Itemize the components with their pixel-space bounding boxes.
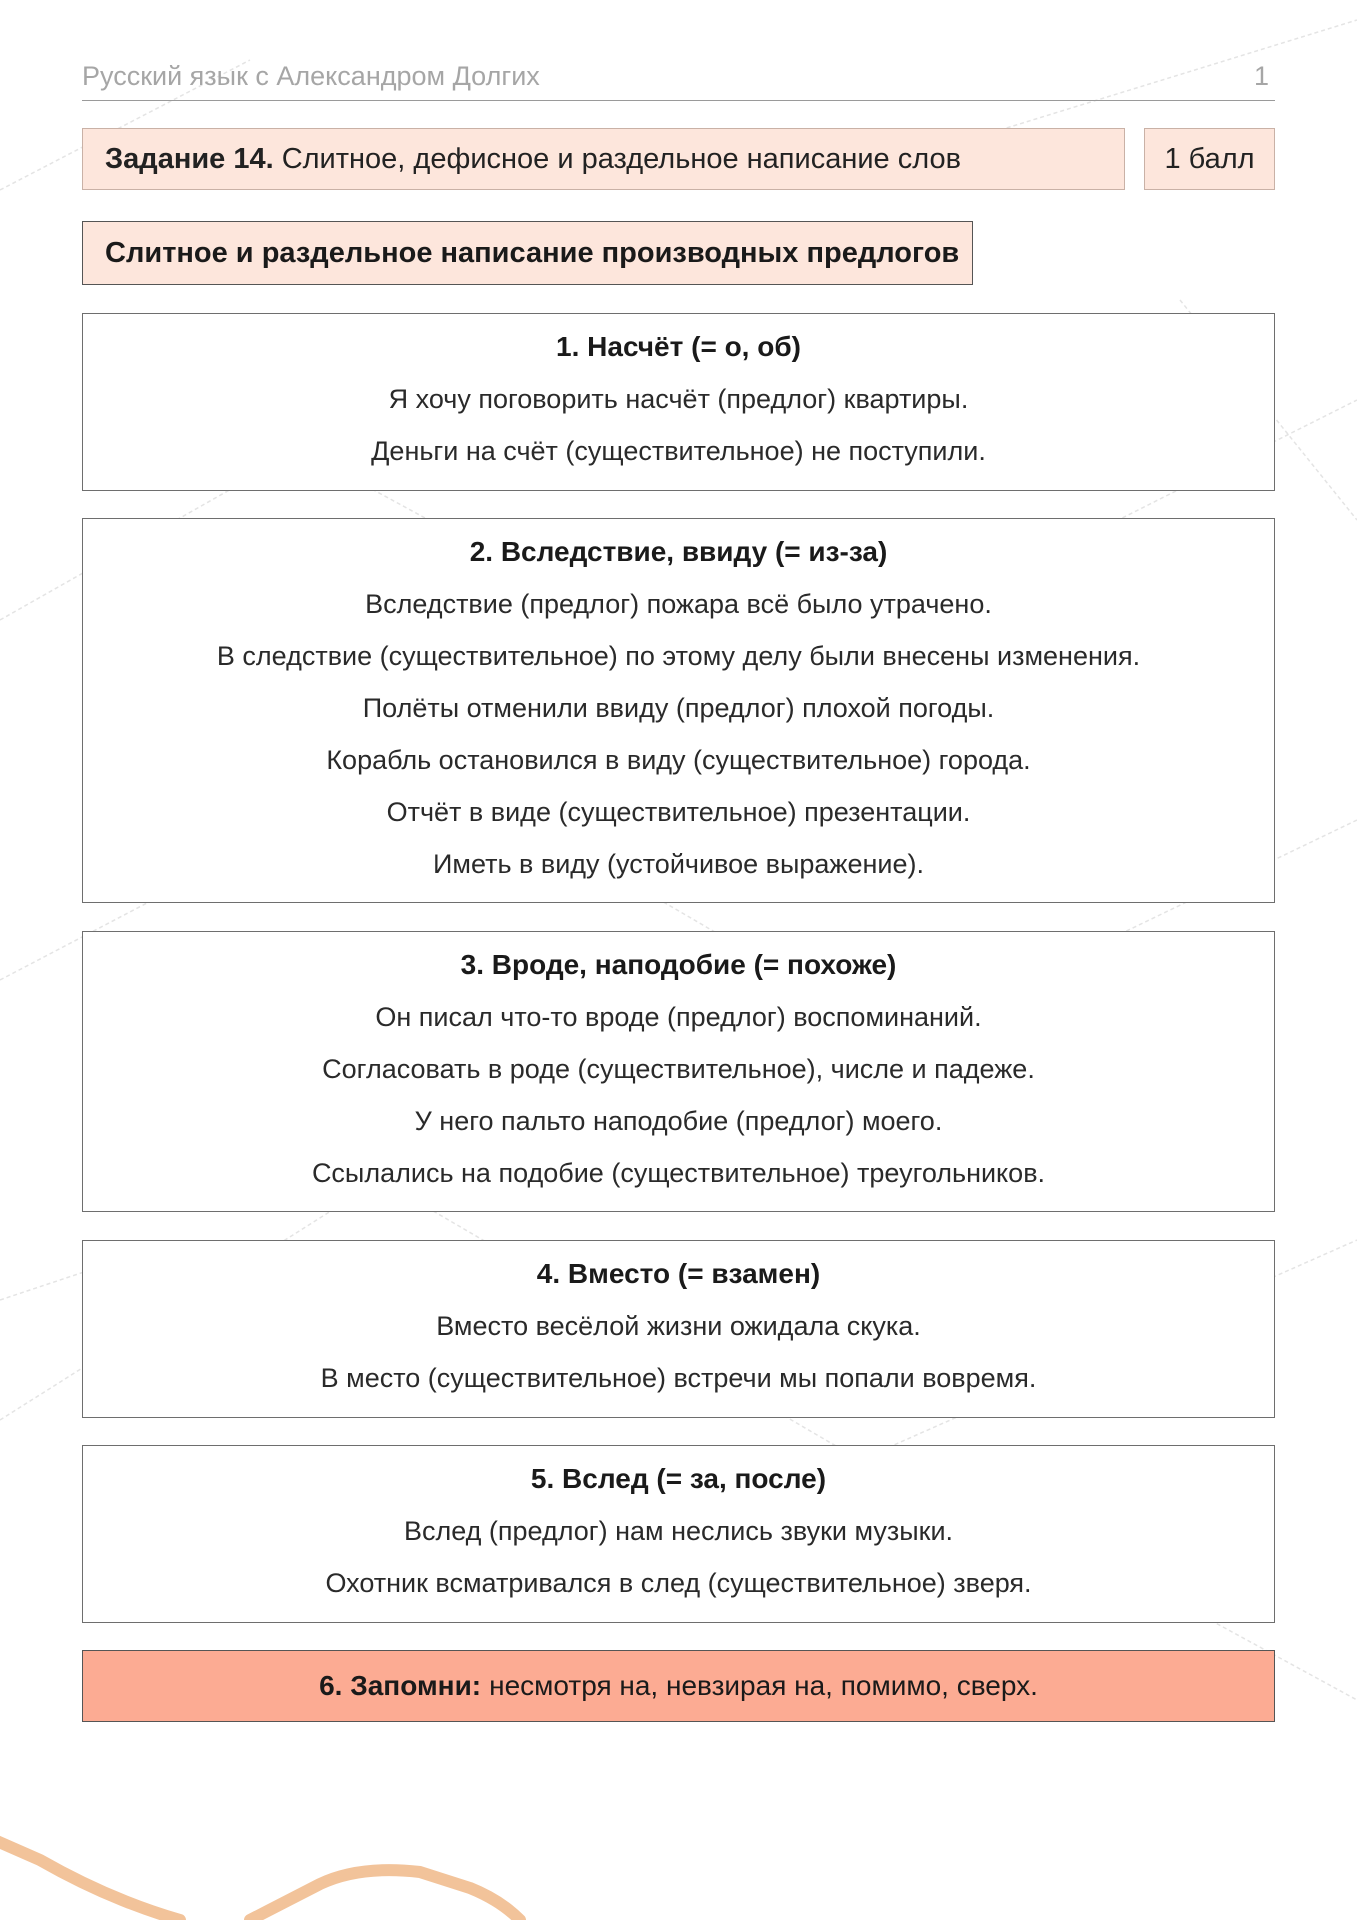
rule-example: Деньги на счёт (существительное) не поступили.	[371, 436, 986, 466]
rule-example: Вслед (предлог) нам неслись звуки музыки.	[403, 1516, 954, 1546]
rule-title: 1. Насчёт (= о, об)	[556, 331, 801, 362]
page-header	[82, 52, 1275, 101]
page-number: 1	[1253, 60, 1269, 91]
rule-example: У него пальто наподобие (предлог) моего.	[414, 1106, 943, 1136]
remember-text: несмотря на, невзирая на, помимо, сверх.	[489, 1670, 1038, 1701]
topic-title: Слитное и раздельное написание производных предлогов	[105, 236, 960, 269]
rule-example: В место (существительное) встречи мы попали вовремя.	[320, 1363, 1037, 1393]
task-label: Задание 14.	[105, 142, 274, 175]
rule-example: Ссылались на подобие (существительное) треугольников.	[311, 1158, 1046, 1188]
rule-example: Я хочу поговорить насчёт (предлог) квартиры.	[388, 384, 969, 414]
rule-box-4	[82, 1240, 1275, 1418]
rule-example: Вследствие (предлог) пожара всё было утрачено.	[365, 589, 992, 619]
points-label: 1 балл	[1164, 142, 1255, 175]
rule-example: Корабль остановился в виду (существительное) города.	[326, 745, 1031, 775]
remember-label: 6. Запомни:	[319, 1670, 482, 1701]
rule-example: Он писал что-то вроде (предлог) воспоминаний.	[375, 1002, 982, 1032]
remember-box	[82, 1650, 1275, 1722]
rule-example: Иметь в виду (устойчивое выражение).	[433, 849, 924, 879]
decor-curve	[0, 1838, 520, 1920]
rule-example: В следствие (существительное) по этому делу были внесены изменения.	[216, 641, 1141, 671]
rule-box-1	[82, 313, 1275, 491]
topic-box	[82, 221, 973, 285]
rule-example: Охотник всматривался в след (существительное) зверя.	[325, 1568, 1032, 1598]
rule-example: Вместо весёлой жизни ожидала скука.	[436, 1311, 921, 1341]
rule-box-5	[82, 1445, 1275, 1623]
rule-box-3	[82, 931, 1275, 1212]
rule-example: Полёты отменили ввиду (предлог) плохой погоды.	[362, 693, 995, 723]
rule-title: 3. Вроде, наподобие (= похоже)	[460, 949, 897, 980]
header-title: Русский язык с Александром Долгих	[82, 60, 540, 91]
task-title-box	[82, 128, 1125, 190]
points-badge	[1144, 128, 1275, 190]
rule-box-2	[82, 518, 1275, 903]
rule-title: 2. Вследствие, ввиду (= из-за)	[469, 536, 888, 567]
task-title: Слитное, дефисное и раздельное написание слов	[281, 142, 962, 175]
rule-title: 4. Вместо (= взамен)	[536, 1258, 821, 1289]
rule-example: Отчёт в виде (существительное) презентации.	[386, 797, 971, 827]
rule-title: 5. Вслед (= за, после)	[530, 1463, 827, 1494]
rule-example: Согласовать в роде (существительное), числе и падеже.	[322, 1054, 1035, 1084]
